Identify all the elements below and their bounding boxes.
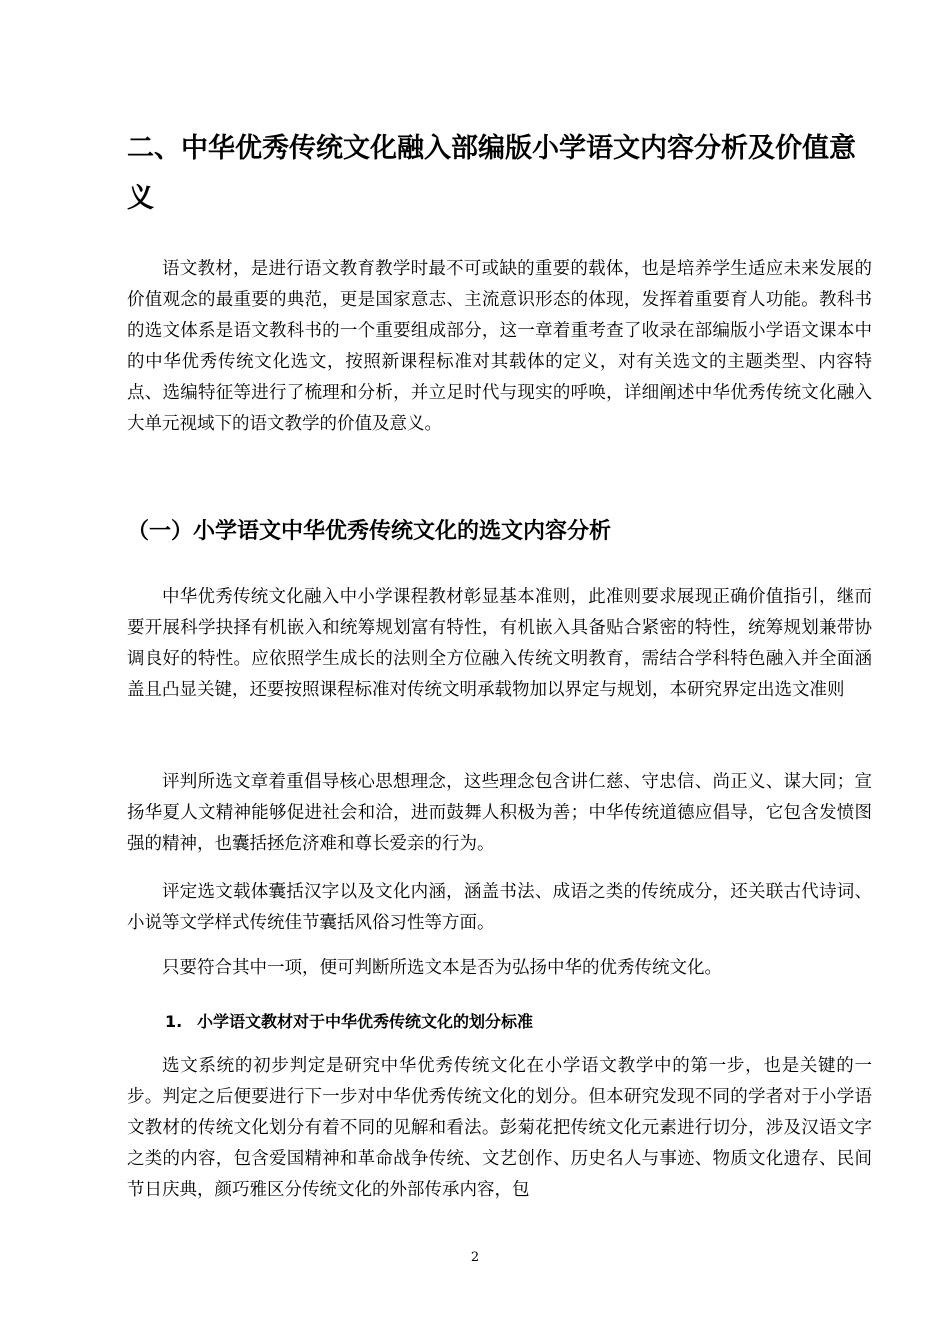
body-paragraph: 中华优秀传统文化融入中小学课程教材彰显基本准则，此准则要求展现正确价值指引，继而要开展科学抉择有机嵌入和统筹规划富有特性，有机嵌入具备贴合紧密的特性，统筹规划兼带协调良好的特性。应依照学生成长的法则全方位融入传统文明教育，需结合学科特色融入并全面涵盖且凸显关键，还要按照课程标准对传统文明承载物加以界定与规划，本研究界定出选文准则	[127, 587, 872, 700]
body-paragraph: 评定选文载体囊括汉字以及文化内涵，涵盖书法、成语之类的传统成分，还关联古代诗词、小说等文学样式传统佳节囊括风俗习性等方面。	[127, 882, 872, 933]
page-number: 2	[470, 1250, 480, 1265]
subsection-title: 小学语文教材对于中华优秀传统文化的划分标准	[197, 1012, 534, 1031]
chapter-heading: 二、中华优秀传统文化融入部编版小学语文内容分析及价值意义	[127, 133, 856, 214]
subsection-heading	[165, 1009, 865, 1035]
body-paragraph: 评判所选文章着重倡导核心思想理念，这些理念包含讲仁慈、守忠信、尚正义、谋大同；宣扬华夏人文精神能够促进社会和洽，进而鼓舞人积极为善；中华传统道德应倡导，它包含发愤图强的精神，也囊括拯危济难和尊长爱亲的行为。	[127, 772, 872, 854]
subsection-number: 1.	[165, 1012, 183, 1031]
body-paragraph: 语文教材，是进行语文教育教学时最不可或缺的重要的载体，也是培养学生适应未来发展的价值观念的最重要的典范，更是国家意志、主流意识形态的体现，发挥着重要育人功能。教科书的选文体系是语文教科书的一个重要组成部分，这一章着重考查了收录在部编版小学语文课本中的中华优秀传统文化选文，按照新课程标准对其载体的定义，对有关选文的主题类型、内容特点、选编特征等进行了梳理和分析，并立足时代与现实的呼唤，详细阐述中华优秀传统文化融入大单元视域下的语文教学的价值及意义。	[127, 259, 872, 434]
body-paragraph: 只要符合其中一项，便可判断所选文本是否为弘扬中华的优秀传统文化。	[162, 958, 722, 978]
body-paragraph: 选文系统的初步判定是研究中华优秀传统文化在小学语文教学中的第一步，也是关键的一步。判定之后便要进行下一步对中华优秀传统文化的划分。但本研究发现不同的学者对于小学语文教材的传统文化划分有着不同的见解和看法。彭菊花把传统文化元素进行切分，涉及汉语文字之类的内容，包含爱国精神和革命战争传统、文艺创作、历史名人与事迹、物质文化遗存、民间节日庆典，颜巧雅区分传统文化的外部传承内容，包	[127, 1056, 872, 1200]
section-heading: （一）小学语文中华优秀传统文化的选文内容分析	[127, 519, 612, 544]
